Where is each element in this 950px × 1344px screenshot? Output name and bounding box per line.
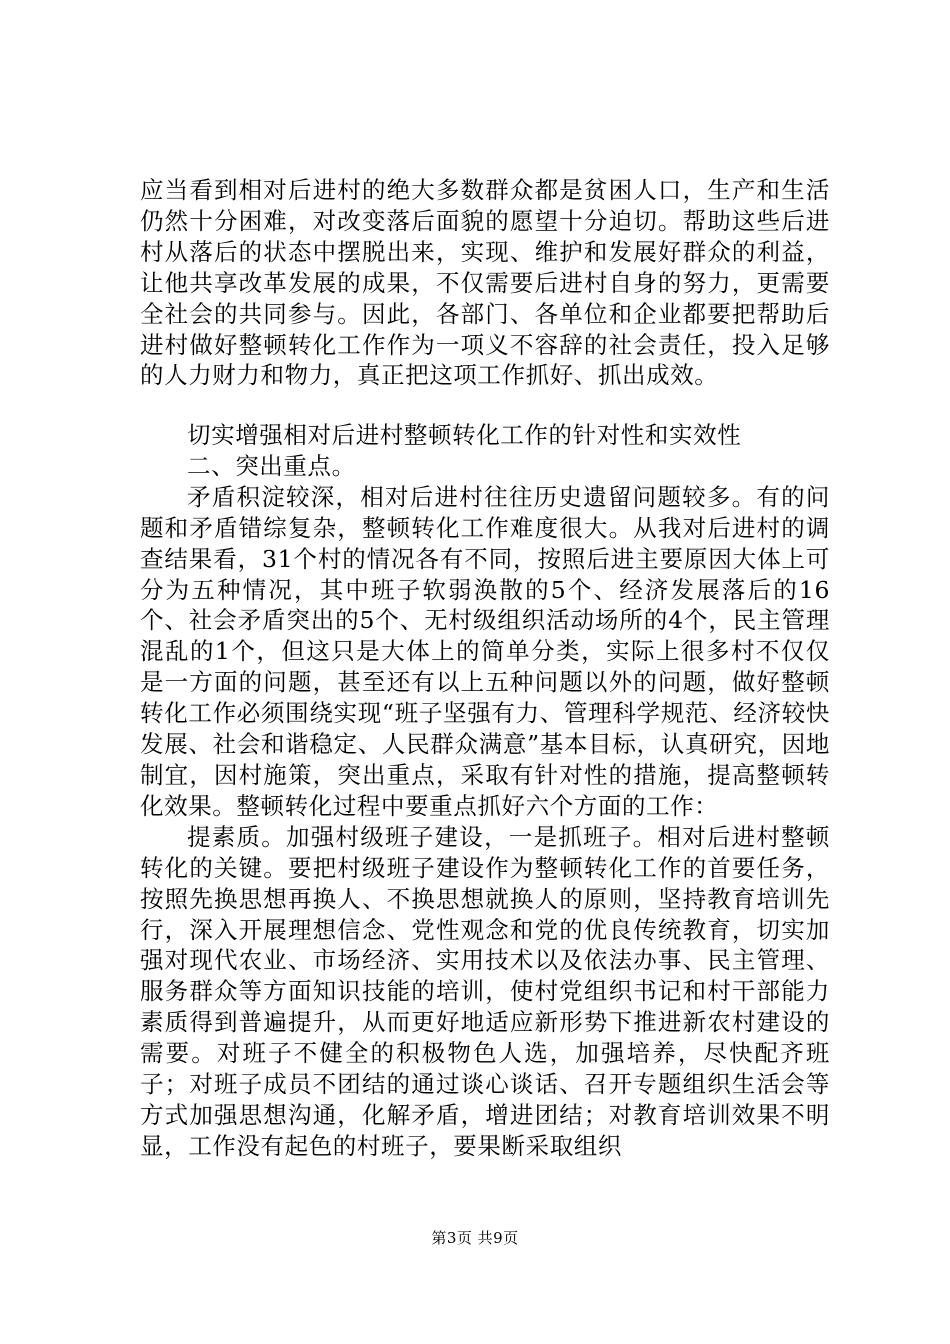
paragraph-improve-quality: 提素质。加强村级班子建设，一是抓班子。相对后进村整顿转化的关键。要把村级班子建设作为整顿转化工作的首要任务，按照先换思想再换人、不换思想就换人的原则，坚持教育培训先行，深入开展理想信念、党性观念和党的优良传统教育，切实加强对现代农业、市场经济、实用技术以及依法办事、民主管理、服务群众等方面知识技能的培训，使村党组织书记和村干部能力素质得到普遍提升，从而更好地适应新形势下推进新农村建设的需要。对班子不健全的积极物色人选，加强培养，尽快配齐班子；对班子成员不团结的通过谈心谈话、召开专题组织生活会等方式加强思想沟通，化解矛盾，增进团结；对教育培训效果不明显，工作没有起色的村班子，要果断采取组织 bbox=[140, 822, 830, 1160]
intro-paragraph: 应当看到相对后进村的绝大多数群众都是贫困人口，生产和生活仍然十分困难，对改变落后面貌的愿望十分迫切。帮助这些后进村从落后的状态中摆脱出来，实现、维护和发展好群众的利益，让他共享改革发展的成果，不仅需要后进村自身的努力，更需要全社会的共同参与。因此，各部门、各单位和企业都要把帮助后进村做好整顿转化工作作为一项义不容辞的社会责任，投入足够的人力财力和物力，真正把这项工作抓好、抓出成效。 bbox=[140, 176, 830, 390]
section-heading-line: 切实增强相对后进村整顿转化工作的针对性和实效性 bbox=[187, 421, 742, 449]
section-title: 二、突出重点。 bbox=[187, 451, 356, 480]
page-number-footer: 第3页 共9页 bbox=[431, 1229, 519, 1247]
paragraph-key-points: 矛盾积淀较深，相对后进村往往历史遗留问题较多。有的问题和矛盾错综复杂，整顿转化工作难度很大。从我对后进村的调查结果看，31个村的情况各有不同，按照后进主要原因大体上可分为五种情况，其中班子软弱涣散的5个、经济发展落后的16个、社会矛盾突出的5个、无村级组织活动场所的4个，民主管理混乱的1个，但这只是大体上的简单分类，实际上很多村不仅仅是一方面的问题，甚至还有以上五种问题以外的问题，做好整顿转化工作必须围绕实现“班子坚强有力、管理科学规范、经济较快发展、社会和谐稳定、人民群众满意”基本目标，认真研究，因地制宜，因村施策，突出重点，采取有针对性的措施，提高整顿转化效果。整顿转化过程中要重点抓好六个方面的工作： bbox=[140, 482, 830, 820]
main-section bbox=[140, 420, 830, 1162]
